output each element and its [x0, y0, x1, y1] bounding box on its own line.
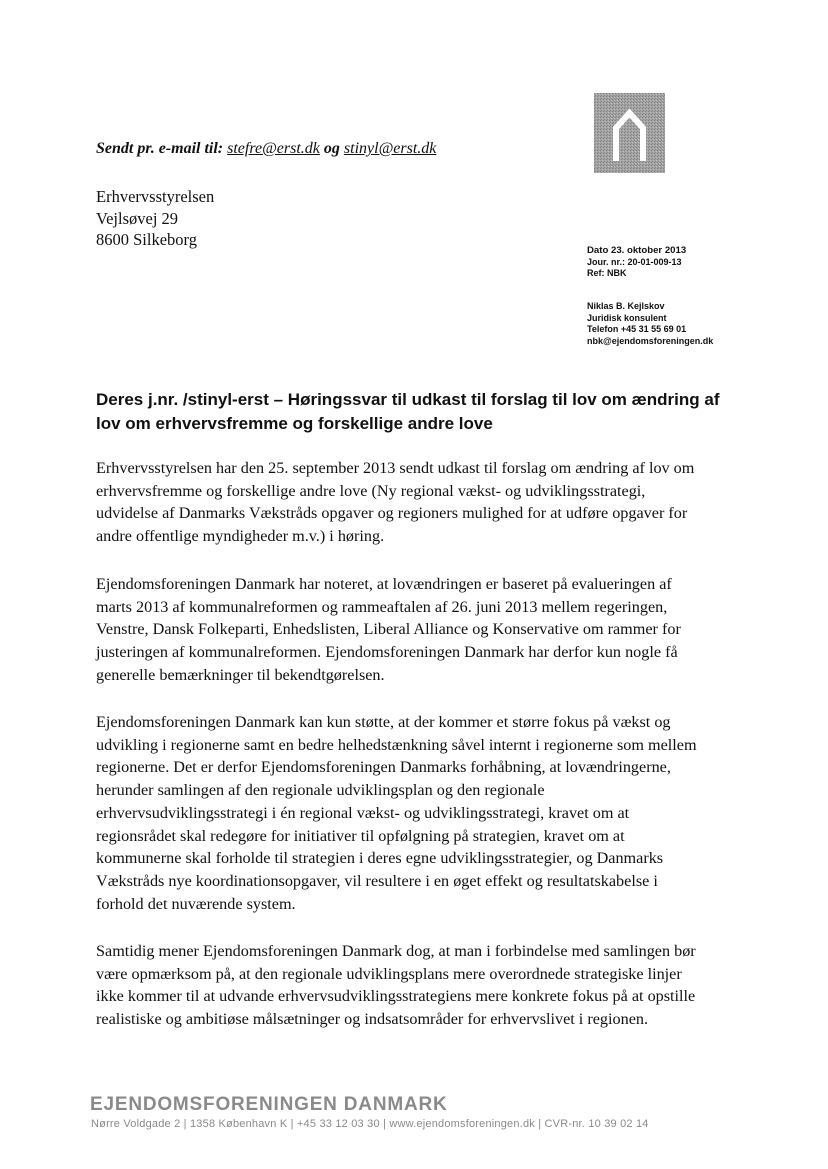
recipient-city: 8600 Silkeborg: [96, 230, 197, 249]
sender-phone: Telefon +45 31 55 69 01: [587, 324, 687, 335]
recipient-street: Vejlsøvej 29: [96, 208, 179, 228]
subject-heading: [96, 388, 736, 436]
paragraph-line: Ejendomsforeningen Danmark har noteret, at lovændringen er baseret på evalueringen af: [96, 575, 672, 593]
paragraph-3: [96, 711, 736, 915]
paragraph-line: udvidelse af Danmarks Vækstråds opgaver og regioners mulighed for at udføre opgaver for: [96, 504, 688, 523]
paragraph-1: [96, 457, 736, 548]
sender-email: nbk@ejendomsforeningen.dk: [587, 335, 714, 346]
sender-title: Juridisk konsulent: [587, 312, 667, 323]
recipient-name: Erhvervsstyrelsen: [96, 187, 215, 206]
paragraph-4: [96, 940, 736, 1031]
house-outline-icon: [594, 93, 665, 173]
subject-line-2: lov om erhvervsfremme og forskellige andre love: [96, 414, 493, 433]
email-connector: og: [323, 140, 340, 157]
subject-line-1: Deres j.nr. /stinyl-erst – Høringssvar til udkast til forslag til lov om ændring af: [96, 390, 720, 409]
paragraph-2: [96, 573, 736, 687]
paragraph-line: kommunerne skal forholde til strategien i deres egne udviklingsstrategier, og Danmarks: [96, 849, 664, 868]
paragraph-line: generelle bemærkninger til bekendtgørelsen.: [96, 665, 385, 684]
letter-meta: [587, 245, 686, 280]
sender-name: Niklas B. Kejlskov: [587, 301, 665, 311]
paragraph-line: Vækstråds nye koordinationsopgaver, vil resultere i en øget effekt og resultatskabelse i: [96, 871, 658, 890]
sendt-line: [96, 140, 436, 158]
paragraph-line: Ejendomsforeningen Danmark kan kun støtte, at der kommer et større fokus på vækst og: [96, 713, 671, 731]
paragraph-line: ikke kommer til at udvande erhvervsudviklingsstrategiens mere konkrete fokus på at opstille: [96, 987, 696, 1006]
reference: Ref: NBK: [587, 268, 627, 279]
paragraph-line: regionsrådet skal redegøre for initiativer til opfølgning på strategien, kravet om at: [96, 826, 625, 845]
paragraph-line: erhvervsfremme og forskellige andre love (Ny regional vækst- og udviklingsstrategi,: [96, 481, 646, 500]
paragraph-line: regionerne. Det er derfor Ejendomsforeningen Danmarks forhåbning, at lovændringerne,: [96, 758, 671, 777]
paragraph-line: justeringen af kommunalreformen. Ejendomsforeningen Danmark har derfor kun nogle få: [96, 643, 678, 662]
paragraph-line: forhold det nuværende system.: [96, 894, 296, 913]
sender-info: [587, 301, 713, 347]
footer-contact-line: Nørre Voldgade 2 | 1358 København K | +45 33 12 03 30 | www.ejendomsforeningen.dk | CVR-nr. 10 39 02 14: [91, 1118, 649, 1130]
paragraph-line: herunder samlingen af den regionale udviklingsplan og den regionale: [96, 781, 545, 800]
paragraph-line: realistiske og ambitiøse målsætninger og indsatsområder for erhvervslivet i regionen.: [96, 1010, 649, 1029]
paragraph-line: andre offentlige myndigheder m.v.) i høring.: [96, 527, 385, 546]
journal-number: Jour. nr.: 20-01-009-13: [587, 256, 682, 267]
email-link-1[interactable]: stefre@erst.dk: [227, 140, 320, 157]
paragraph-line: udvikling i regionerne samt en bedre helhedstænkning såvel internt i regionerne som mellem: [96, 735, 697, 754]
recipient-address: [96, 186, 214, 251]
paragraph-line: være opmærksom på, at den regionale udviklingsplans mere overordnede strategiske linjer: [96, 964, 682, 983]
paragraph-line: erhvervsudviklingsstrategi i én regional vækst- og udviklingsstrategi, kravet om at: [96, 803, 630, 822]
sendt-label: Sendt pr. e-mail til:: [96, 140, 224, 157]
paragraph-line: Samtidig mener Ejendomsforeningen Danmark dog, at man i forbindelse med samlingen bør: [96, 942, 696, 960]
paragraph-line: Erhvervsstyrelsen har den 25. september 2013 sendt udkast til forslag om ændring af lov om: [96, 459, 695, 477]
email-link-2[interactable]: stinyl@erst.dk: [343, 140, 437, 157]
footer-organization-name: EJENDOMSFORENINGEN DANMARK: [90, 1094, 448, 1115]
paragraph-line: marts 2013 af kommunalreformen og rammeaftalen af 26. juni 2013 mellem regeringen,: [96, 597, 668, 616]
letter-date: Dato 23. oktober 2013: [587, 245, 687, 256]
paragraph-line: Venstre, Dansk Folkeparti, Enhedslisten, Liberal Alliance og Konservative om rammer for: [96, 620, 681, 639]
